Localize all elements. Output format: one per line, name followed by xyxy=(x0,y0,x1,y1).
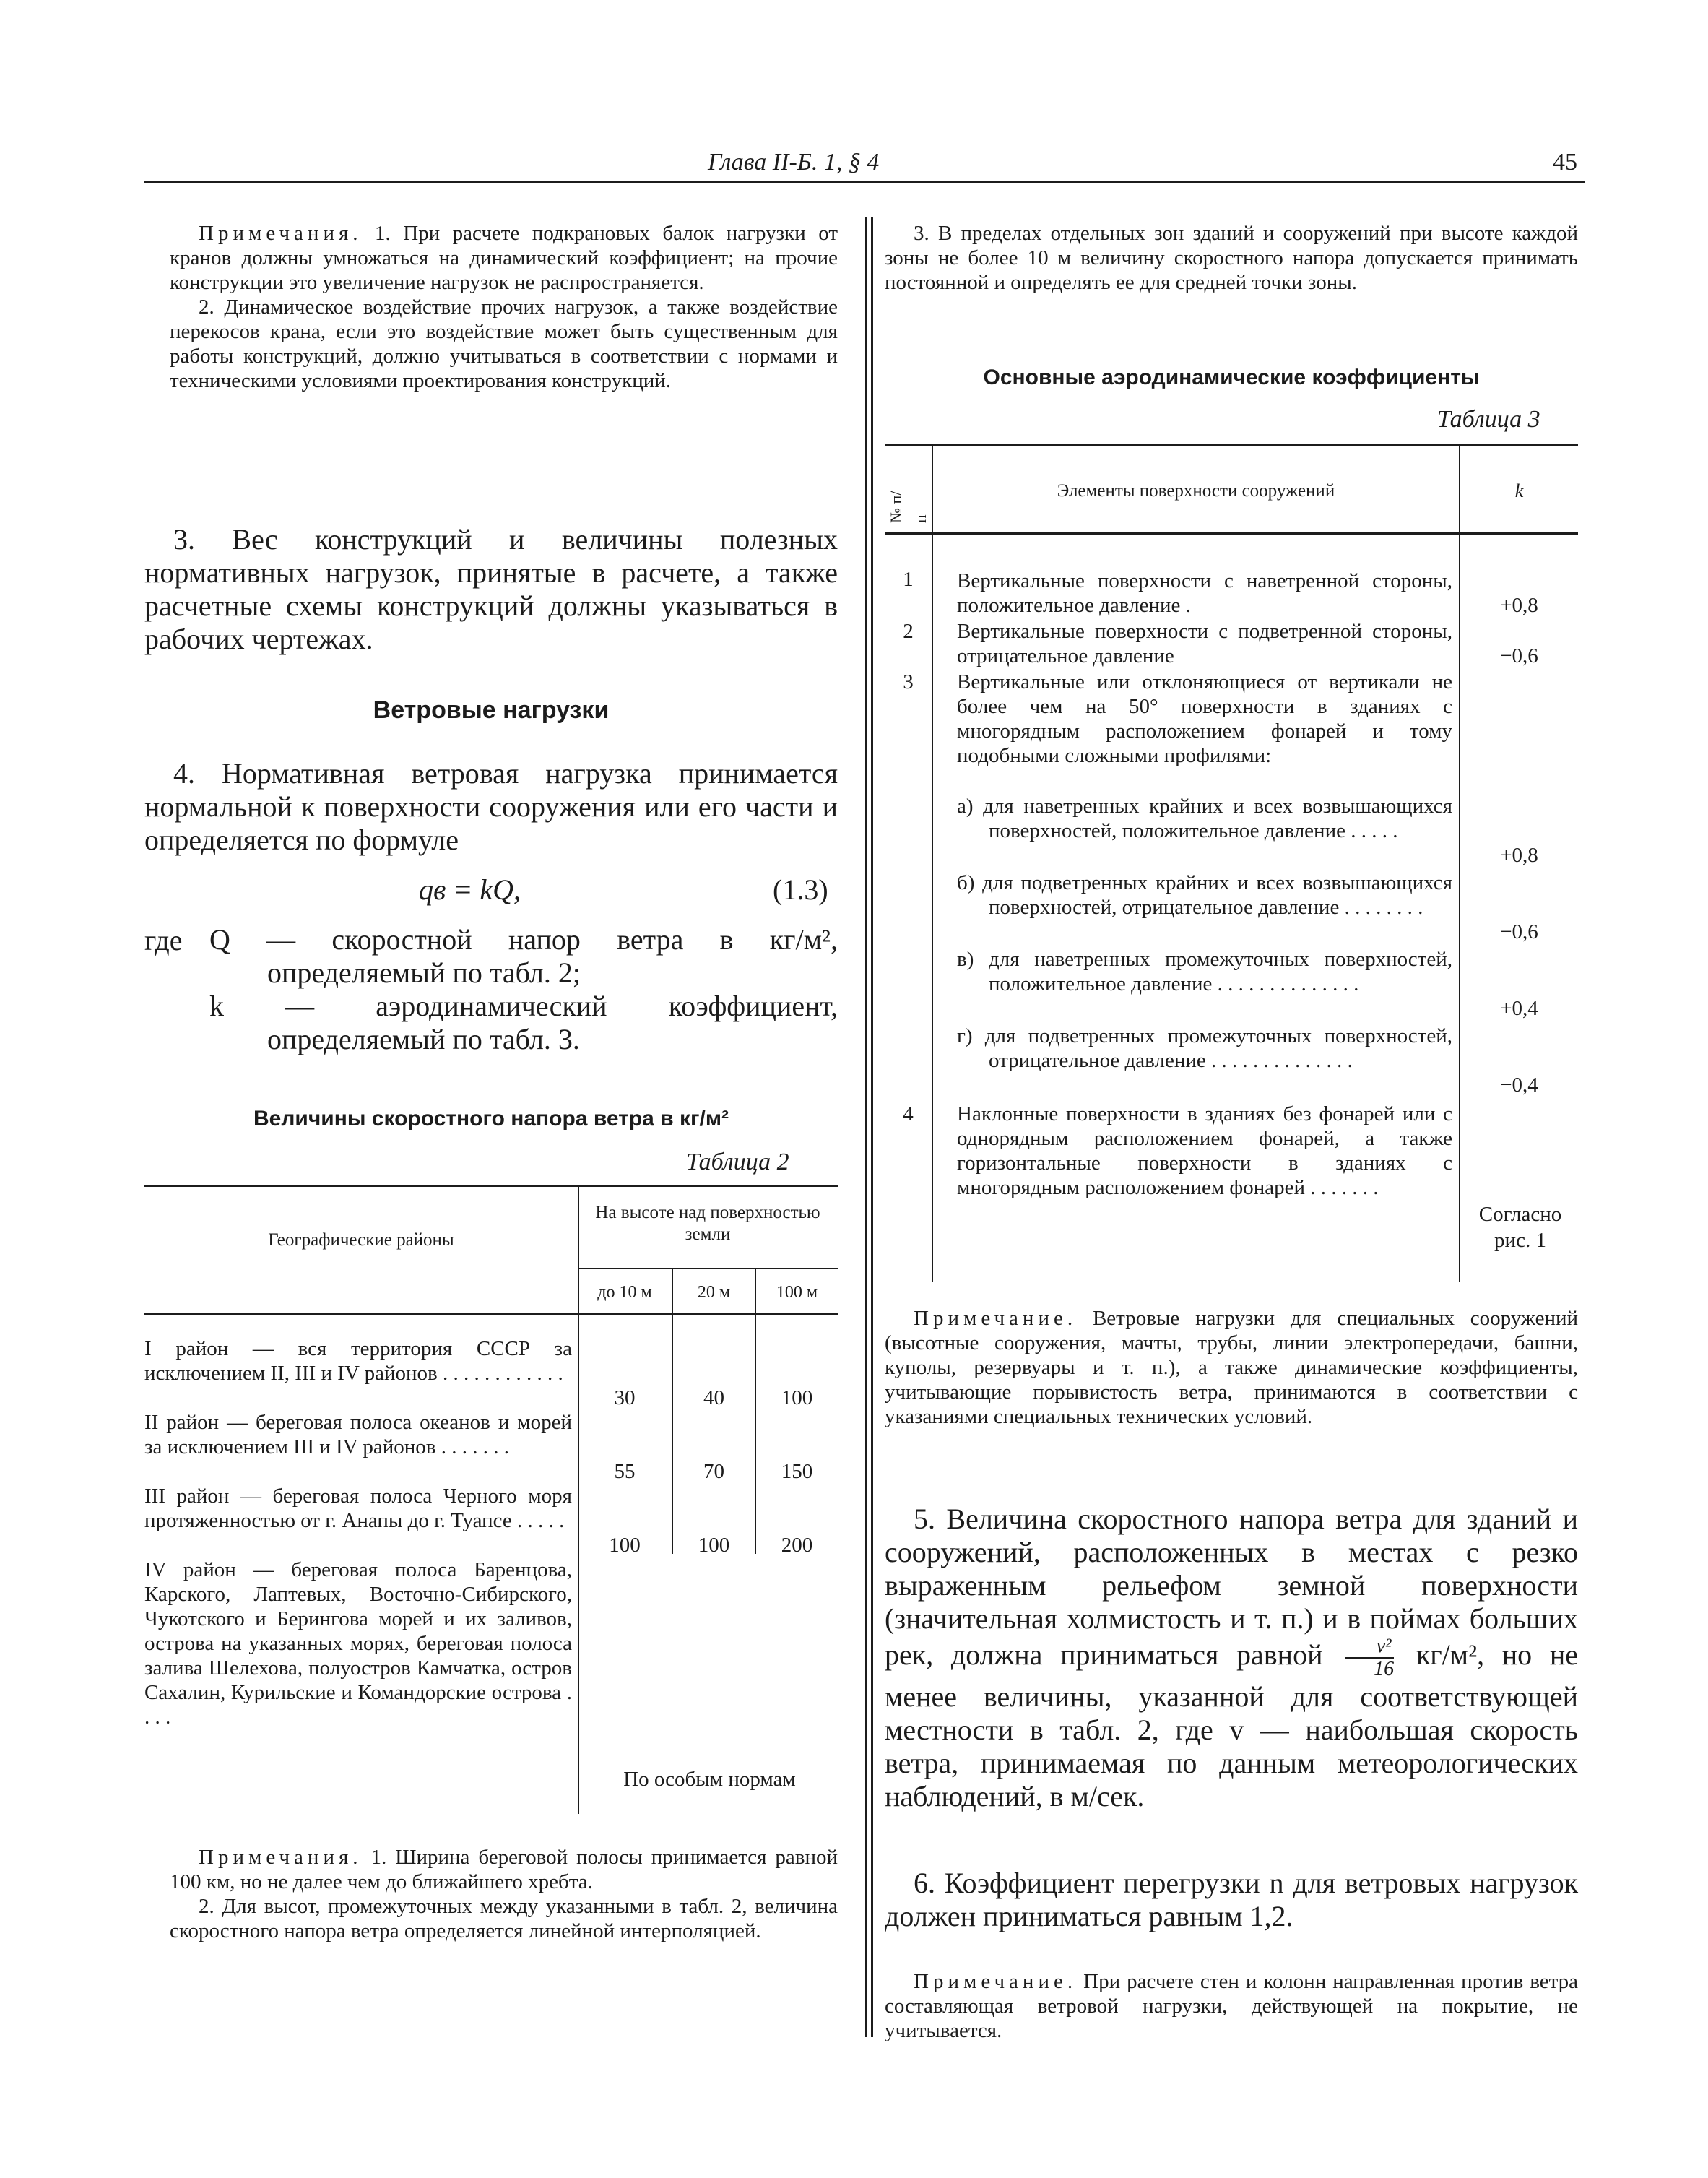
table-rule xyxy=(932,444,933,1282)
where-label: где xyxy=(144,924,183,956)
table2-caption: Таблица 2 xyxy=(686,1149,789,1175)
table2-value: 100 xyxy=(781,1386,813,1409)
table2-title: Величины скоростного напора ветра в кг/м² xyxy=(253,1107,729,1131)
table-rule xyxy=(578,1554,579,1814)
table3-num: 4 xyxy=(903,1102,914,1125)
table3-subtext: б) для подветренных крайних и всех возвышающихся поверхностей, отрицательное давление . . . . . . . . xyxy=(957,871,1452,919)
section-heading: Ветровые нагрузки xyxy=(373,696,610,724)
paragraph-3-continued xyxy=(885,221,1578,295)
paragraph-3 xyxy=(144,523,838,656)
table-row xyxy=(144,1410,572,1459)
table2-value: 200 xyxy=(781,1534,813,1557)
table3-subtext: г) для подветренных промежуточных поверхностей, отрицательное давление . . . . . . . . . . . . . . xyxy=(957,1024,1452,1072)
note-text: 2. Для высот, промежуточных между указанными в табл. 2, величина скоростного напора ветра определяется линейной интерполяцией. xyxy=(170,1895,838,1943)
notes-label: Примечание. xyxy=(914,1307,1078,1330)
table3-subtext: в) для наветренных промежуточных поверхностей, положительное давление . . . . . . . . . . . . . . xyxy=(957,948,1452,995)
paragraph-text: 3. В пределах отдельных зон зданий и сооружений при высоте каждой зоны не более 10 м величину скоростного напора допускается принимать постоянной и определять ее для средней точки зоны. xyxy=(885,222,1578,294)
table2-subheader: 20 м xyxy=(697,1283,731,1302)
table3-k: +0,8 xyxy=(1500,844,1538,867)
table-rule xyxy=(578,1315,579,1554)
note-block-3 xyxy=(885,1306,1578,1429)
table2-value: 30 xyxy=(614,1386,636,1409)
table-rule xyxy=(578,1268,838,1269)
table-row xyxy=(144,1484,572,1533)
paragraph-text: 4. Нормативная ветровая нагрузка принимается нормальной к поверхности сооружения или его части и определяется по формуле xyxy=(144,757,838,856)
table2-subheader: 100 м xyxy=(776,1283,818,1302)
table3-caption: Таблица 3 xyxy=(1437,406,1540,433)
paragraph-text: 6. Коэффициент перегрузки n для ветровых нагрузок должен приниматься равным 1,2. xyxy=(885,1867,1578,1932)
notes-block-1 xyxy=(170,221,838,393)
table3-text: Вертикальные поверхности с наветренной стороны, положительное давление . xyxy=(957,569,1452,617)
note-text: 1. При расчете подкрановых балок нагрузки от кранов должны умножаться на динамический коэффициент; на прочие конструкции это увеличение нагрузок не распространяется. xyxy=(170,222,838,294)
paragraph-6 xyxy=(885,1867,1578,1933)
fraction xyxy=(1345,1635,1394,1680)
table-rule xyxy=(144,1185,838,1187)
definition-k: k — аэродинамический коэффициент, определяемый по табл. 3. xyxy=(209,990,838,1055)
table3-text: Вертикальные или отклоняющиеся от вертикали не более чем на 50° поверхности в зданиях с многорядным расположением фонарей и тому подобными сложными профилями: xyxy=(957,670,1452,767)
table-3 xyxy=(885,444,1578,1289)
paragraph-4 xyxy=(144,757,838,857)
table-row xyxy=(144,1557,572,1729)
column-divider xyxy=(871,217,873,2037)
table2-header-region: Географические районы xyxy=(268,1230,454,1250)
table2-subheader: до 10 м xyxy=(597,1283,652,1302)
table3-header-k: k xyxy=(1514,480,1524,501)
note-text: 2. Динамическое воздействие прочих нагрузок, а также воздействие перекосов крана, если это воздействие может быть существенным для работы конструкций, должно учитываться в соответствии с нормами и техническими условиями проектирования конструкций. xyxy=(170,295,838,392)
fraction-numerator: v² xyxy=(1345,1635,1394,1659)
paragraph-text: 5. Величина скоростного напора ветра для зданий и сооружений, расположенных в местах с резко выраженным рельефом земной поверхности (значительная холмистость и т. п.) и в поймах больших рек, должна приниматься равной xyxy=(885,1503,1578,1672)
table-rule xyxy=(144,1313,838,1315)
table3-k: −0,4 xyxy=(1500,1073,1538,1097)
paragraph-5 xyxy=(885,1503,1578,1813)
table2-region: III район — береговая полоса Черного моря протяженностью от г. Анапы до г. Туапсе . . . . . xyxy=(144,1485,572,1532)
table3-num: 2 xyxy=(903,620,914,643)
table3-header-elements: Элементы поверхности сооружений xyxy=(1057,481,1335,501)
table2-value: 150 xyxy=(781,1460,813,1483)
table3-subtext: а) для наветренных крайних и всех возвышающихся поверхностей, положительное давление . . . . . xyxy=(957,795,1452,842)
paragraph-text: кг/м², но не менее величины, указанной xyxy=(885,1638,1579,1713)
table3-num: 1 xyxy=(903,568,914,591)
note-text: При расчете стен и колонн направленная против ветра составляющая ветровой нагрузки, действующей на покрытие, не учитывается. xyxy=(885,1970,1578,2042)
notes-label: Примечания. xyxy=(199,222,363,245)
table3-k: +0,8 xyxy=(1500,594,1538,617)
table2-region: II район — береговая полоса океанов и морей за исключением III и IV районов . . . . . . . xyxy=(144,1411,572,1459)
table2-region: I район — вся территория СССР за исключением II, III и IV районов . . . . . . . . . . . . xyxy=(144,1337,572,1385)
table3-title: Основные аэродинамические коэффициенты xyxy=(983,366,1480,389)
note-block-4 xyxy=(885,1969,1578,2043)
notes-label: Примечание. xyxy=(914,1970,1078,1993)
note-text: Ветровые нагрузки для специальных сооружений (высотные сооружения, мачты, трубы, линии электропередачи, башни, куполы, резервуары и т. п.), а также динамические коэффициенты, учитывающие порывистость ветра, принимаются в соответствии с указаниями специальных технических условий. xyxy=(885,1307,1578,1428)
table2-value: 55 xyxy=(614,1460,636,1483)
table3-k: Согласно рис. 1 xyxy=(1478,1203,1562,1252)
table3-text: Наклонные поверхности в зданиях без фонарей или с однорядным расположением фонарей, а также горизонтальные поверхности в зданиях с многорядным расположением фонарей . . . . . . . xyxy=(957,1102,1452,1199)
table-rule xyxy=(755,1315,756,1554)
note-text: 1. Ширина береговой полосы принимается равной 100 км, но не далее чем до ближайшего хребта. xyxy=(170,1846,838,1893)
paragraph-text: 3. Вес конструкций и величины полезных нормативных нагрузок, принятые в расчете, а также расчетные схемы конструкций должны указываться в рабочих чертежах. xyxy=(144,523,838,655)
definition-q: Q — скоростной напор ветра в кг/м², определяемый по табл. 2; xyxy=(209,923,838,989)
fraction-denominator: 16 xyxy=(1374,1658,1395,1680)
column-divider xyxy=(865,217,867,2037)
table3-text: Вертикальные поверхности с подветренной стороны, отрицательное давление xyxy=(957,620,1452,667)
table-2 xyxy=(144,1185,838,1835)
table3-num: 3 xyxy=(903,670,914,693)
table2-special: По особым нормам xyxy=(623,1768,796,1791)
table2-value: 40 xyxy=(703,1386,724,1409)
page-number: 45 xyxy=(1553,149,1577,176)
table-rule xyxy=(885,444,1578,446)
header-rule xyxy=(144,181,1585,183)
table-row xyxy=(144,1336,572,1386)
notes-block-2 xyxy=(170,1845,838,1943)
table2-header-height: На высоте над поверхностью земли xyxy=(595,1203,820,1244)
formula: qв = kQ, xyxy=(419,873,521,906)
chapter-header: Глава II-Б. 1, § 4 xyxy=(708,149,880,176)
paragraph-text: для соответствующей местности в табл. 2, где v — наибольшая скорость ветра, принимаемая по данным метеорологических наблюдений, в м/сек. xyxy=(885,1680,1578,1812)
table-rule xyxy=(672,1315,673,1554)
table2-value: 70 xyxy=(703,1460,724,1483)
table3-header-num: № п/п xyxy=(887,491,929,523)
notes-label: Примечания. xyxy=(199,1846,363,1869)
formula-number: (1.3) xyxy=(773,873,828,906)
table3-k: −0,6 xyxy=(1500,920,1538,943)
table3-k: −0,6 xyxy=(1500,644,1538,667)
table2-value: 100 xyxy=(698,1534,730,1557)
table2-value: 100 xyxy=(609,1534,641,1557)
table2-region: IV район — береговая полоса Баренцова, Карского, Лаптевых, Восточно-Сибирского, Чукотского и Берингова морей и их заливов, острова на указанных морях, береговая полоса залива Шелехова, полуостров Камчатка, остров Сахалин, Курильские и Командорские острова . . . . xyxy=(144,1558,572,1729)
table3-k: +0,4 xyxy=(1500,997,1538,1020)
table-rule xyxy=(885,532,1578,535)
